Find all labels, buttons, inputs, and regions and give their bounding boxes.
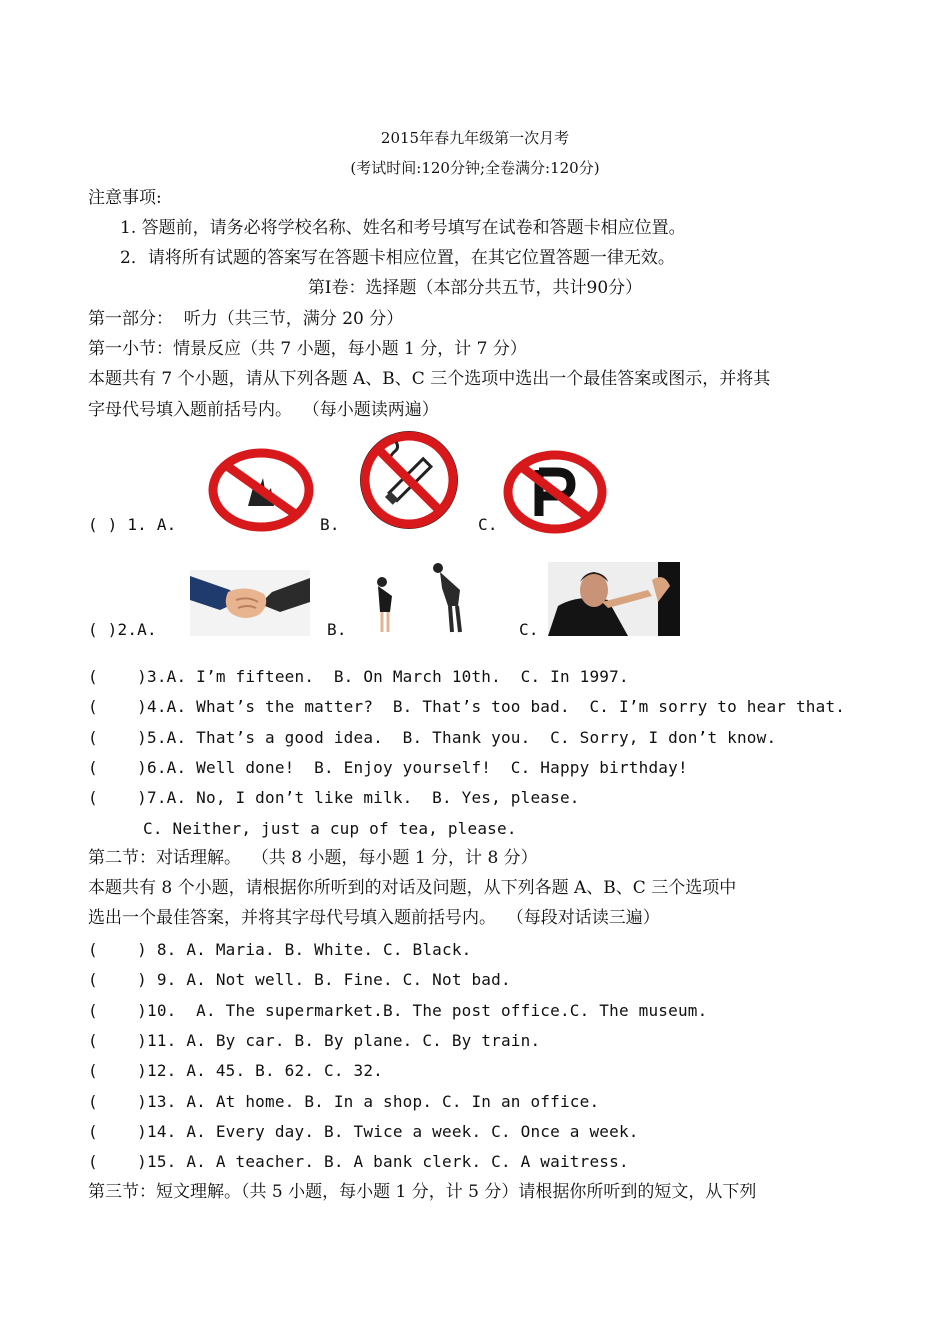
note-item: 1. 答题前，请务必将学校名称、姓名和考号填写在试卷和答题卡相应位置。 (120, 218, 686, 238)
section1-instruction: 字母代号填入题前括号内。 （每小题读两遍） (88, 400, 439, 420)
section2-instruction: 本题共有 8 个小题，请根据你所听到的对话及问题，从下列各题 A、B、C 三个选项中 (88, 878, 737, 898)
section3-heading: 第三节：短文理解。（共 5 小题，每小题 1 分，计 5 分）请根据你所听到的短文，从下列 (88, 1182, 757, 1202)
bowing-people-photo (360, 560, 480, 635)
question-10: ( )10. A. The supermarket.B. The post office.C. The museum. (88, 1001, 708, 1020)
hand-kiss-photo (548, 562, 680, 636)
question-2-option-c: C. (519, 620, 539, 639)
section1-heading: 第一小节：情景反应（共 7 小题，每小题 1 分，计 7 分） (88, 339, 527, 359)
notes-heading: 注意事项: (88, 188, 162, 208)
note-item: 2．请将所有试题的答案写在答题卡相应位置，在其它位置答题一律无效。 (120, 248, 675, 268)
part1-heading: 第一部分： 听力（共三节，满分 20 分） (88, 309, 404, 329)
question-6: ( )6.A. Well done! B. Enjoy yourself! C. Happy birthday! (88, 758, 688, 777)
section1-instruction: 本题共有 7 个小题，请从下列各题 A、B、C 三个选项中选出一个最佳答案或图示，并将其 (88, 369, 771, 389)
question-9: ( ) 9. A. Not well. B. Fine. C. Not bad. (88, 970, 511, 989)
exam-title: 2015年春九年级第一次月考 (380, 129, 570, 147)
exam-subtitle: (考试时间:120分钟;全卷满分:120分) (350, 159, 600, 177)
question-2-prefix: ( )2.A. (88, 620, 157, 639)
section2-heading: 第二节：对话理解。 （共 8 小题，每小题 1 分，计 8 分） (88, 848, 538, 868)
no-fire-sign-icon (208, 448, 314, 532)
question-14: ( )14. A. Every day. B. Twice a week. C. Once a week. (88, 1122, 639, 1141)
question-15: ( )15. A. A teacher. B. A bank clerk. C. A waitress. (88, 1152, 629, 1171)
question-8: ( ) 8. A. Maria. B. White. C. Black. (88, 940, 472, 959)
question-1-prefix: ( ) 1. A. (88, 515, 177, 534)
question-1-option-b: B. (320, 515, 340, 534)
handshake-photo (190, 570, 310, 636)
question-12: ( )12. A. 45. B. 62. C. 32. (88, 1061, 383, 1080)
no-parking-sign-icon (503, 450, 607, 534)
question-5: ( )5.A. That’s a good idea. B. Thank you. C. Sorry, I don’t know. (88, 728, 777, 747)
question-3: ( )3.A. I’m fifteen. B. On March 10th. C. In 1997. (88, 667, 629, 686)
question-11: ( )11. A. By car. B. By plane. C. By train. (88, 1031, 541, 1050)
question-4: ( )4.A. What’s the matter? B. That’s too bad. C. I’m sorry to hear that. (88, 697, 846, 716)
question-7-option-c: C. Neither, just a cup of tea, please. (143, 819, 517, 838)
section2-instruction: 选出一个最佳答案，并将其字母代号填入题前括号内。 （每段对话读三遍） (88, 908, 660, 928)
question-7: ( )7.A. No, I don’t like milk. B. Yes, please. (88, 788, 580, 807)
question-2-option-b: B. (327, 620, 347, 639)
question-1-option-c: C. (478, 515, 498, 534)
question-13: ( )13. A. At home. B. In a shop. C. In an office. (88, 1092, 600, 1111)
no-smoking-sign-icon (358, 428, 460, 532)
volume1-heading: 第Ⅰ卷：选择题（本部分共五节，共计90分） (307, 278, 643, 298)
